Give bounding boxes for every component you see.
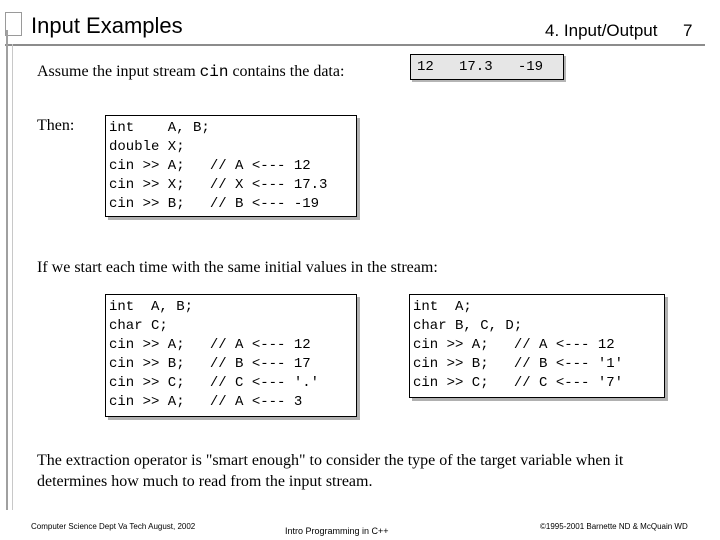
input-stream-box: 12 17.3 -19 [410, 54, 564, 80]
page-number: 7 [683, 21, 693, 40]
slide-title: Input Examples [31, 13, 183, 38]
code-example-int-char: int A, B; char C; cin >> A; // A <--- 12 cin >> B; // B <--- 17 cin >> C; // C <--- '.' cin >> A; // A <--- 3 [105, 294, 357, 417]
assume-suffix: contains the data: [228, 63, 345, 80]
left-rule [6, 30, 8, 510]
same-values-text: If we start each time with the same initial values in the stream: [37, 259, 438, 276]
footer-left: Computer Science Dept Va Tech August, 2002 [31, 522, 196, 531]
code-example-char-reads: int A; char B, C, D; cin >> A; // A <--- 12 cin >> B; // B <--- '1' cin >> C; // C <--- '7' [409, 294, 665, 398]
code-example-mixed-types: int A, B; double X; cin >> A; // A <--- 12 cin >> X; // X <--- 17.3 cin >> B; // B <--- -19 [105, 115, 357, 217]
assume-prefix: Assume the input stream [37, 63, 200, 80]
left-rule-inner [12, 44, 13, 510]
assume-code: cin [199, 63, 229, 81]
summary-text: The extraction operator is "smart enough" to consider the type of the target variable when it determines how much to read from the input stream. [37, 452, 624, 490]
then-label: Then: [37, 117, 75, 134]
section-label: 4. Input/Output [545, 21, 658, 40]
title-rule [5, 44, 705, 46]
assume-text [37, 61, 344, 83]
footer-right: ©1995-2001 Barnette ND & McQuain WD [540, 522, 688, 531]
footer-center: Intro Programming in C++ [285, 526, 389, 536]
